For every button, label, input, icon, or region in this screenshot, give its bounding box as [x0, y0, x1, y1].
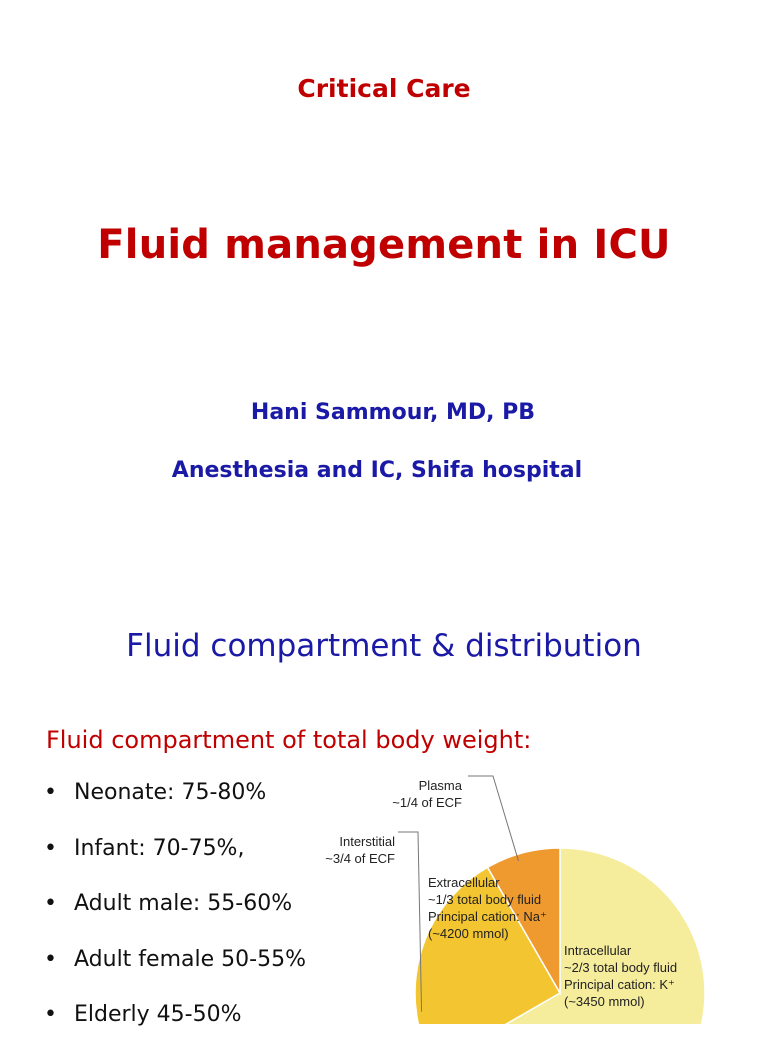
- bullet-icon: •: [44, 946, 57, 972]
- bullet-icon: •: [44, 1002, 57, 1027]
- author-name: Hani Sammour, MD, PB: [250, 400, 536, 425]
- bullet-text: Neonate: 75-80%: [74, 780, 267, 805]
- fluid-compartment-pie-chart: [310, 768, 768, 1024]
- bullet-text: Adult female 50-55%: [74, 946, 306, 972]
- bullet-text: Elderly 45-50%: [74, 1002, 242, 1027]
- pie-label-interstitial: Interstitial ~3/4 of ECF: [325, 834, 395, 866]
- pie-label-plasma: Plasma ~1/4 of ECF: [392, 778, 462, 810]
- pie-label-intracellular: Intracellular ~2/3 total body fluid Principal cation: K⁺ (~3450 mmol): [564, 943, 678, 1009]
- bullet-icon: •: [44, 835, 57, 861]
- slide-kicker: Critical Care: [297, 74, 471, 103]
- section-subheading: Fluid compartment of total body weight:: [46, 726, 532, 754]
- slide-title: Fluid management in ICU: [97, 222, 671, 268]
- leader-line-plasma: [468, 776, 518, 861]
- bullet-text: Adult male: 55-60%: [74, 891, 293, 916]
- bullet-list: [44, 780, 306, 1058]
- bullet-icon: •: [44, 891, 57, 916]
- bullet-item: [44, 947, 306, 1003]
- bullet-item: [44, 836, 306, 892]
- pie-label-extracellular: Extracellular ~1/3 total body fluid Principal cation: Na⁺ (~4200 mmol): [428, 875, 547, 941]
- section-title: Fluid compartment & distribution: [126, 628, 642, 664]
- bullet-text: Infant: 70-75%,: [74, 835, 245, 861]
- bullet-item: [44, 1002, 306, 1058]
- bullet-item: [44, 891, 306, 947]
- bullet-item: [44, 780, 306, 836]
- bullet-icon: •: [44, 780, 57, 805]
- author-affiliation: Anesthesia and IC, Shifa hospital: [171, 458, 583, 483]
